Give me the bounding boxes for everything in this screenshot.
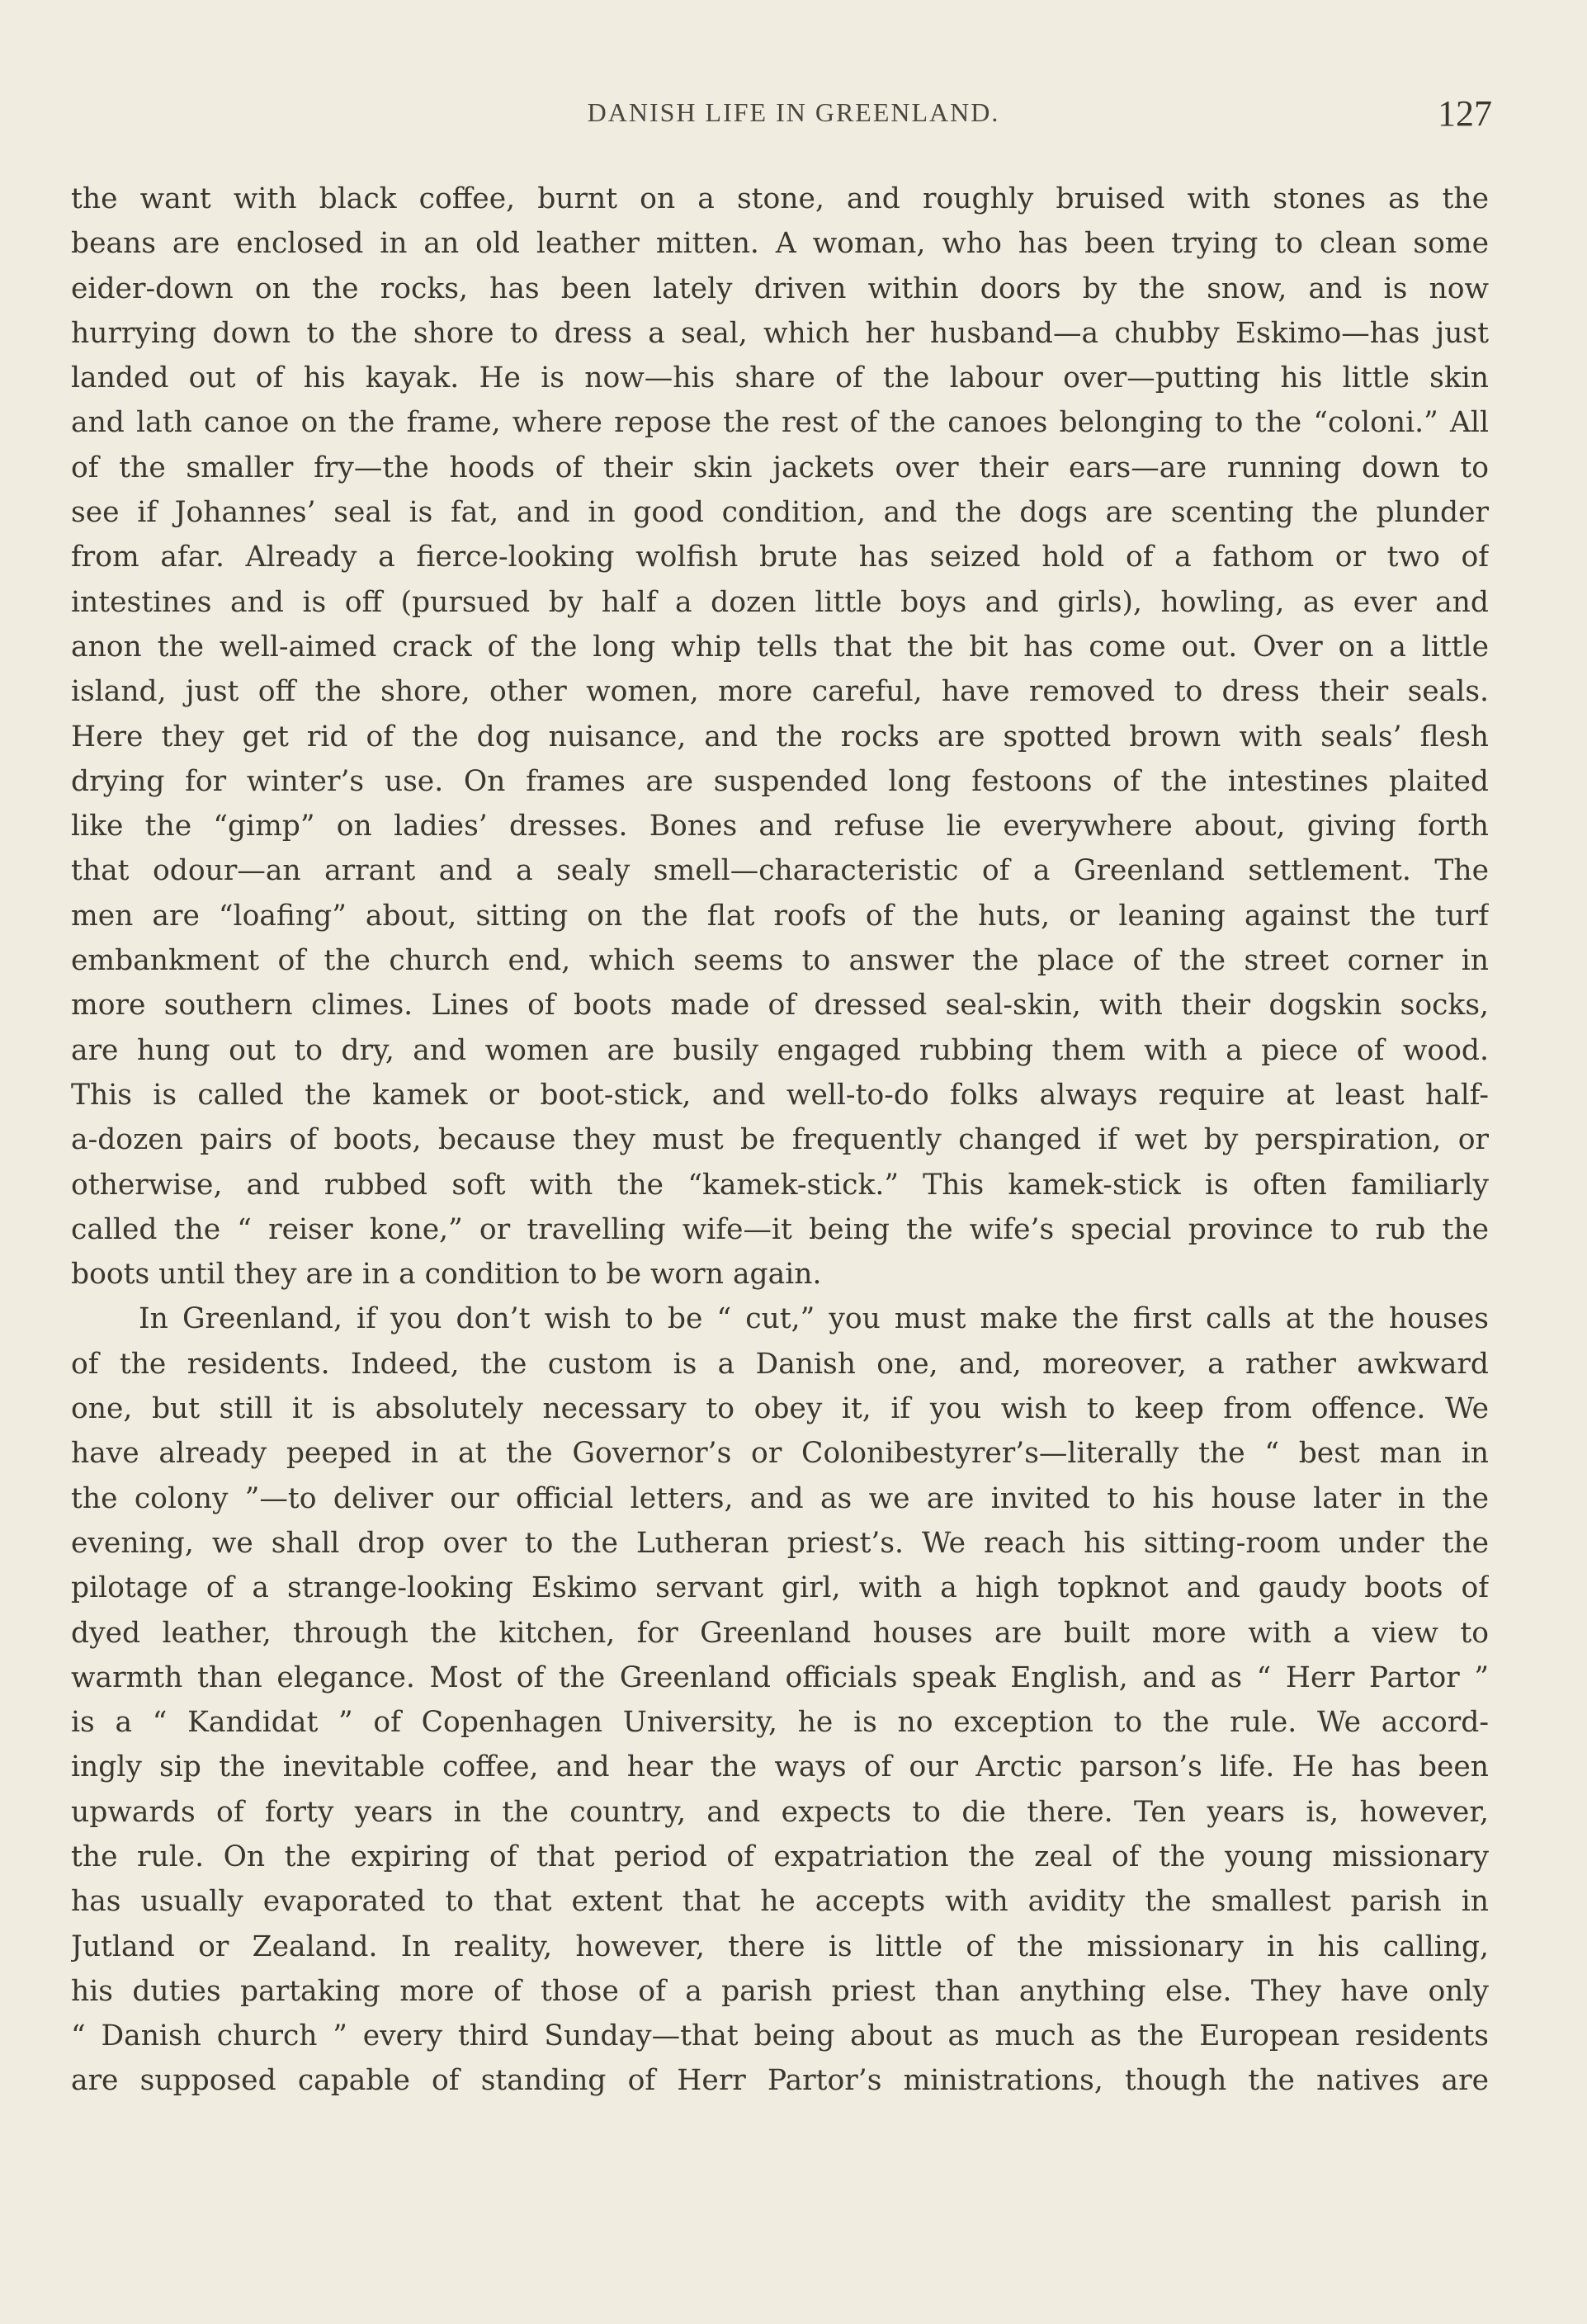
text-line: upwards of forty years in the country, and expects to die there. Ten years is, however, [71, 1795, 1489, 1829]
text-line: that odour—an arrant and a sealy smell—characteristic of a Greenland settlement. The [71, 854, 1489, 888]
paragraph-start-line: In Greenland, if you don’t wish to be “ cut,” you must make the first calls at the houses [139, 1302, 1489, 1336]
text-line: a-dozen pairs of boots, because they must be frequently changed if wet by perspiration, or [71, 1123, 1489, 1157]
text-line: pilotage of a strange-looking Eskimo servant girl, with a high topknot and gaudy boots of [71, 1571, 1489, 1605]
text-line: are hung out to dry, and women are busily engaged rubbing them with a piece of wood. [71, 1033, 1489, 1067]
text-line: drying for winter’s use. On frames are suspended long festoons of the intestines plaited [71, 764, 1489, 798]
text-line: the want with black coffee, burnt on a stone, and roughly bruised with stones as the [71, 182, 1489, 215]
text-line: of the smaller fry—the hoods of their skin jackets over their ears—are running down to [71, 451, 1489, 484]
text-line: evening, we shall drop over to the Lutheran priest’s. We reach his sitting-room under the [71, 1526, 1489, 1560]
text-line: Here they get rid of the dog nuisance, and the rocks are spotted brown with seals’ flesh [71, 720, 1489, 753]
text-line: have already peeped in at the Governor’s or Colonibestyrer’s—literally the “ best man in [71, 1437, 1489, 1471]
paragraph-end-line: boots until they are in a condition to be worn again. [71, 1258, 822, 1292]
text-line: eider-down on the rocks, has been lately driven within doors by the snow, and is now [71, 272, 1489, 305]
text-line: of the residents. Indeed, the custom is a Danish one, and, moreover, a rather awkward [71, 1347, 1489, 1381]
text-line: otherwise, and rubbed soft with the “kamek-stick.” This kamek-stick is often familiarly [71, 1168, 1489, 1202]
text-line: the rule. On the expiring of that period of expatriation the zeal of the young missionary [71, 1840, 1489, 1873]
text-line: is a “ Kandidat ” of Copenhagen University, he is no exception to the rule. We accord- [71, 1706, 1489, 1740]
running-title: DANISH LIFE IN GREENLAND. [587, 97, 1000, 127]
text-line: from afar. Already a fierce-looking wolfish brute has seized hold of a fathom or two of [71, 541, 1489, 574]
text-line: and lath canoe on the frame, where repose the rest of the canoes belonging to the “coloni.” All [71, 406, 1489, 440]
text-line: beans are enclosed in an old leather mitten. A woman, who has been trying to clean some [71, 227, 1489, 261]
text-line: men are “loafing” about, sitting on the flat roofs of the huts, or leaning against the turf [71, 899, 1489, 933]
text-line: island, just off the shore, other women, more careful, have removed to dress their seals. [71, 675, 1489, 709]
text-line: are supposed capable of standing of Herr Partor’s ministrations, though the natives are [71, 2064, 1489, 2098]
text-line: warmth than elegance. Most of the Greenland officials speak English, and as “ Herr Partor ” [71, 1660, 1489, 1694]
text-line: landed out of his kayak. He is now—his share of the labour over—putting his little skin [71, 361, 1489, 395]
text-line: ingly sip the inevitable coffee, and hear the ways of our Arctic parson’s life. He has been [71, 1750, 1489, 1784]
text-line: embankment of the church end, which seems to answer the place of the street corner in [71, 944, 1489, 978]
text-line: hurrying down to the shore to dress a seal, which her husband—a chubby Eskimo—has just [71, 316, 1489, 350]
text-line: anon the well-aimed crack of the long whip tells that the bit has come out. Over on a little [71, 630, 1489, 664]
text-line: Jutland or Zealand. In reality, however, there is little of the missionary in his calling, [71, 1930, 1489, 1963]
text-line: one, but still it is absolutely necessary to obey it, if you wish to keep from offence. We [71, 1392, 1489, 1426]
body-text [71, 177, 1489, 2104]
text-line: intestines and is off (pursued by half a dozen little boys and girls), howling, as ever and [71, 585, 1489, 619]
text-line: see if Johannes’ seal is fat, and in good condition, and the dogs are scenting the plunder [71, 496, 1489, 530]
text-line: like the “gimp” on ladies’ dresses. Bones and refuse lie everywhere about, giving forth [71, 810, 1489, 843]
text-line: This is called the kamek or boot-stick, and well-to-do folks always require at least half- [71, 1078, 1489, 1112]
text-line: dyed leather, through the kitchen, for Greenland houses are built more with a view to [71, 1616, 1489, 1650]
text-line: his duties partaking more of those of a parish priest than anything else. They have only [71, 1974, 1489, 2008]
text-line: called the “ reiser kone,” or travelling wife—it being the wife’s special province to rub the [71, 1212, 1489, 1246]
page-number: 127 [1438, 93, 1492, 134]
text-line: more southern climes. Lines of boots made of dressed seal-skin, with their dogskin socks, [71, 989, 1489, 1023]
text-line: has usually evaporated to that extent that he accepts with avidity the smallest parish in [71, 1885, 1489, 1919]
text-line: “ Danish church ” every third Sunday—that being about as much as the European residents [71, 2019, 1489, 2053]
text-line: the colony ”—to deliver our official letters, and as we are invited to his house later in the [71, 1481, 1489, 1515]
